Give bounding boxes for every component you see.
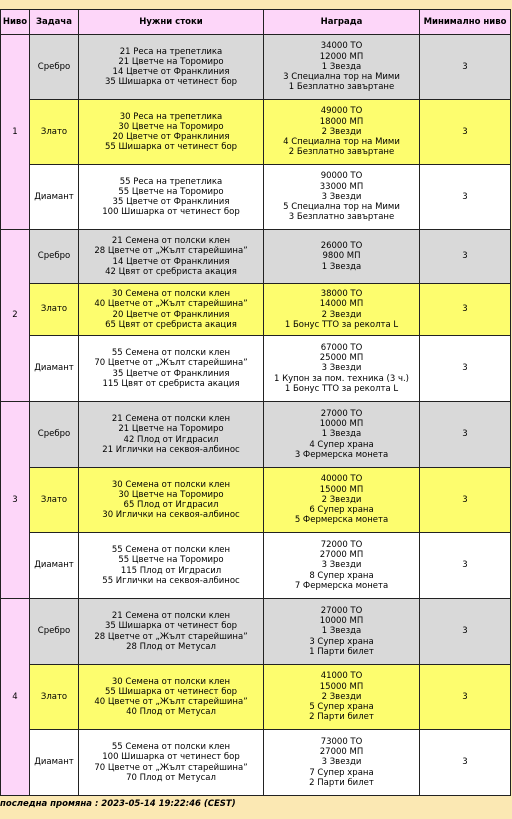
min-level-cell: 3 (420, 336, 511, 402)
reward-item: 3 Звезди (321, 757, 362, 768)
reward-item: 27000 МП (319, 747, 364, 758)
goods-item: 70 Цветче от „Жълт старейшина” (94, 762, 248, 773)
reward-cell (264, 665, 420, 730)
goods-item: 21 Семена от полски клен (111, 414, 231, 425)
reward-item: 3 Звезди (321, 560, 362, 571)
goods-item: 40 Цветче от „Жълт старейшина” (94, 697, 248, 707)
min-level-cell: 3 (420, 100, 511, 165)
reward-item: 3 Специална тор на Мими (283, 72, 400, 83)
goods-item: 55 Реса на трепетлика (119, 176, 223, 187)
goods-item: 21 Иглички на секвоя-албинос (102, 444, 240, 455)
goods-item: 28 Плод от Метусал (126, 641, 216, 652)
goods-item: 30 Семена от полски клен (111, 479, 231, 490)
reward-item: 15000 МП (319, 484, 364, 495)
goods-item: 30 Семена от полски клен (111, 289, 231, 300)
header-level: Ниво (1, 10, 30, 35)
reward-cell (264, 284, 420, 336)
reward-item: 12000 МП (319, 51, 364, 62)
goods-cell (79, 165, 264, 230)
goods-item: 21 Цветче на Торомиро (118, 424, 224, 435)
goods-item: 21 Семена от полски клен (111, 611, 231, 622)
reward-item: 1 Бонус ТТО за реколта L (284, 319, 399, 330)
table-row (1, 402, 511, 468)
reward-item: 6 Супер храна (309, 505, 374, 516)
goods-item: 100 Шишарка от четинест бор (102, 752, 240, 763)
min-level-cell: 3 (420, 35, 511, 100)
table-row (1, 100, 511, 165)
reward-item: 1 Звезда (321, 626, 362, 637)
task-cell: Диамант (30, 165, 79, 230)
goods-item: 35 Шишарка от четинест бор (104, 77, 238, 88)
goods-item: 21 Семена от полски клен (111, 236, 231, 247)
table-row (1, 230, 511, 284)
reward-cell (264, 230, 420, 284)
reward-item: 38000 ТО (320, 289, 363, 300)
goods-item: 65 Плод от Игдрасил (123, 500, 219, 510)
reward-item: 18000 МП (319, 116, 364, 127)
goods-cell (79, 730, 264, 796)
header-row (1, 10, 511, 35)
header-task: Задача (30, 10, 79, 35)
reward-item: 1 Безплатно завъртане (288, 82, 395, 93)
reward-item: 90000 ТО (320, 171, 363, 182)
table-row (1, 533, 511, 599)
reward-cell (264, 336, 420, 402)
table-row (1, 468, 511, 533)
min-level-cell: 3 (420, 599, 511, 665)
reward-item: 10000 МП (319, 616, 364, 627)
level-cell: 3 (1, 402, 30, 599)
goods-cell (79, 665, 264, 730)
goods-cell (79, 533, 264, 599)
reward-item: 2 Звезди (321, 494, 362, 505)
reward-item: 7 Фермерска монета (294, 580, 389, 591)
goods-item: 55 Шишарка от четинест бор (104, 686, 238, 697)
reward-cell (264, 402, 420, 468)
goods-item: 28 Цветче от „Жълт старейшина” (94, 631, 248, 642)
task-cell: Злато (30, 665, 79, 730)
goods-item: 30 Цветче на Торомиро (118, 121, 224, 132)
goods-item: 35 Цветче от Франклиния (112, 197, 230, 207)
level-cell: 2 (1, 230, 30, 402)
reward-cell (264, 165, 420, 230)
reward-item: 1 Звезда (321, 61, 362, 72)
reward-item: 49000 ТО (320, 106, 363, 117)
reward-item: 27000 МП (319, 550, 364, 561)
reward-item: 72000 ТО (320, 539, 363, 550)
reward-item: 1 Звезда (321, 261, 362, 272)
reward-item: 26000 ТО (320, 241, 363, 252)
goods-item: 28 Цветче от „Жълт старейшина” (94, 246, 248, 257)
goods-item: 21 Цветче на Торомиро (118, 56, 224, 67)
goods-item: 70 Плод от Метусал (126, 772, 216, 783)
reward-cell (264, 468, 420, 533)
reward-item: 9800 МП (322, 251, 361, 262)
table-row (1, 284, 511, 336)
goods-item: 35 Цветче от Франклиния (112, 368, 230, 379)
goods-cell (79, 284, 264, 336)
goods-item: 30 Семена от полски клен (111, 676, 231, 687)
min-level-cell: 3 (420, 533, 511, 599)
goods-item: 55 Семена от полски клен (111, 742, 231, 753)
reward-cell (264, 599, 420, 665)
reward-item: 2 Безплатно завъртане (288, 147, 395, 158)
reward-cell (264, 533, 420, 599)
task-cell: Сребро (30, 402, 79, 468)
table-row (1, 730, 511, 796)
task-cell: Сребро (30, 599, 79, 665)
task-cell: Диамант (30, 730, 79, 796)
goods-cell (79, 402, 264, 468)
task-cell: Диамант (30, 533, 79, 599)
reward-item: 1 Купон за пом. техника (3 ч.) (274, 373, 409, 384)
min-level-cell: 3 (420, 730, 511, 796)
reward-item: 2 Парти билет (309, 712, 374, 723)
min-level-cell: 3 (420, 165, 511, 230)
reward-item: 4 Специална тор на Мими (283, 137, 400, 148)
reward-item: 34000 ТО (320, 41, 363, 52)
goods-item: 70 Цветче от „Жълт старейшина” (94, 358, 248, 369)
reward-item: 14000 МП (319, 299, 364, 310)
reward-item: 40000 ТО (320, 474, 363, 485)
goods-cell (79, 230, 264, 284)
level-cell: 1 (1, 35, 30, 230)
task-cell: Сребро (30, 35, 79, 100)
reward-item: 4 Супер храна (309, 439, 374, 450)
goods-item: 40 Плод от Метусал (126, 707, 216, 718)
goods-cell (79, 100, 264, 165)
header-goods: Нужни стоки (79, 10, 264, 35)
goods-item: 115 Плод от Игдрасил (120, 565, 222, 576)
reward-item: 2 Звезди (321, 691, 362, 702)
reward-item: 25000 МП (319, 353, 364, 364)
table-row (1, 165, 511, 230)
reward-item: 8 Супер храна (309, 570, 374, 581)
min-level-cell: 3 (420, 468, 511, 533)
reward-item: 67000 ТО (320, 342, 363, 353)
goods-item: 14 Цветче от Франклиния (112, 256, 230, 267)
min-level-cell: 3 (420, 402, 511, 468)
goods-item: 55 Семена от полски клен (111, 545, 231, 556)
reward-item: 5 Фермерска монета (294, 515, 389, 526)
reward-item: 3 Фермерска монета (294, 449, 389, 460)
quest-table (0, 9, 511, 796)
goods-item: 30 Реса на трепетлика (119, 111, 223, 122)
reward-item: 27000 ТО (320, 605, 363, 616)
reward-item: 33000 МП (319, 181, 364, 192)
goods-item: 115 Цвят от сребриста акация (102, 378, 240, 389)
level-cell: 4 (1, 599, 30, 796)
goods-item: 55 Иглички на секвоя-албинос (102, 575, 240, 586)
reward-cell (264, 730, 420, 796)
task-cell: Сребро (30, 230, 79, 284)
table-row (1, 665, 511, 730)
goods-cell (79, 599, 264, 665)
reward-item: 5 Специална тор на Мими (283, 202, 400, 213)
reward-item: 3 Звезди (321, 363, 362, 374)
task-cell: Диамант (30, 336, 79, 402)
reward-item: 15000 МП (319, 681, 364, 692)
goods-item: 14 Цветче от Франклиния (112, 67, 230, 77)
goods-cell (79, 468, 264, 533)
min-level-cell: 3 (420, 665, 511, 730)
goods-item: 55 Шишарка от четинест бор (104, 142, 238, 153)
reward-item: 1 Парти билет (309, 646, 374, 657)
reward-item: 3 Супер храна (309, 636, 374, 647)
goods-item: 55 Семена от полски клен (111, 348, 231, 359)
goods-item: 20 Цветче от Франклиния (112, 309, 230, 320)
min-level-cell: 3 (420, 284, 511, 336)
reward-item: 2 Звезди (321, 126, 362, 137)
goods-item: 40 Цветче от „Жълт старейшина” (94, 299, 248, 310)
goods-item: 30 Цветче на Торомиро (118, 489, 224, 500)
goods-item: 35 Шишарка от четинест бор (104, 621, 238, 632)
reward-item: 5 Супер храна (309, 702, 374, 713)
min-level-cell: 3 (420, 230, 511, 284)
reward-item: 10000 МП (319, 419, 364, 430)
goods-item: 55 Цветче на Торомиро (118, 186, 224, 197)
goods-item: 30 Иглички на секвоя-албинос (102, 510, 240, 521)
reward-item: 3 Безплатно завъртане (288, 212, 395, 223)
reward-item: 41000 ТО (320, 671, 363, 682)
reward-item: 73000 ТО (320, 736, 363, 747)
reward-item: 3 Звезди (321, 191, 362, 202)
last-modified: последна промяна : 2023-05-14 19:22:46 (CEST) (0, 799, 236, 809)
goods-cell (79, 35, 264, 100)
reward-item: 2 Звезди (321, 309, 362, 320)
table-row (1, 35, 511, 100)
goods-item: 42 Плод от Игдрасил (123, 434, 219, 445)
reward-cell (264, 100, 420, 165)
header-reward: Награда (264, 10, 420, 35)
reward-item: 7 Супер храна (309, 767, 374, 778)
table-row (1, 336, 511, 402)
goods-item: 21 Реса на трепетлика (119, 46, 223, 57)
goods-item: 42 Цвят от сребриста акация (105, 266, 237, 277)
goods-item: 65 Цвят от сребриста акация (105, 319, 237, 330)
table-row (1, 599, 511, 665)
task-cell: Злато (30, 468, 79, 533)
reward-item: 1 Звезда (321, 429, 362, 440)
reward-cell (264, 35, 420, 100)
goods-item: 20 Цветче от Франклиния (112, 132, 230, 142)
task-cell: Злато (30, 100, 79, 165)
header-min-level: Минимално ниво (420, 10, 511, 35)
goods-cell (79, 336, 264, 402)
task-cell: Злато (30, 284, 79, 336)
reward-item: 1 Бонус ТТО за реколта L (284, 383, 399, 394)
reward-item: 27000 ТО (320, 408, 363, 419)
reward-item: 2 Парти билет (309, 777, 374, 788)
goods-item: 55 Цветче на Торомиро (118, 555, 224, 566)
table-body (1, 35, 511, 796)
goods-item: 100 Шишарка от четинест бор (102, 207, 240, 218)
